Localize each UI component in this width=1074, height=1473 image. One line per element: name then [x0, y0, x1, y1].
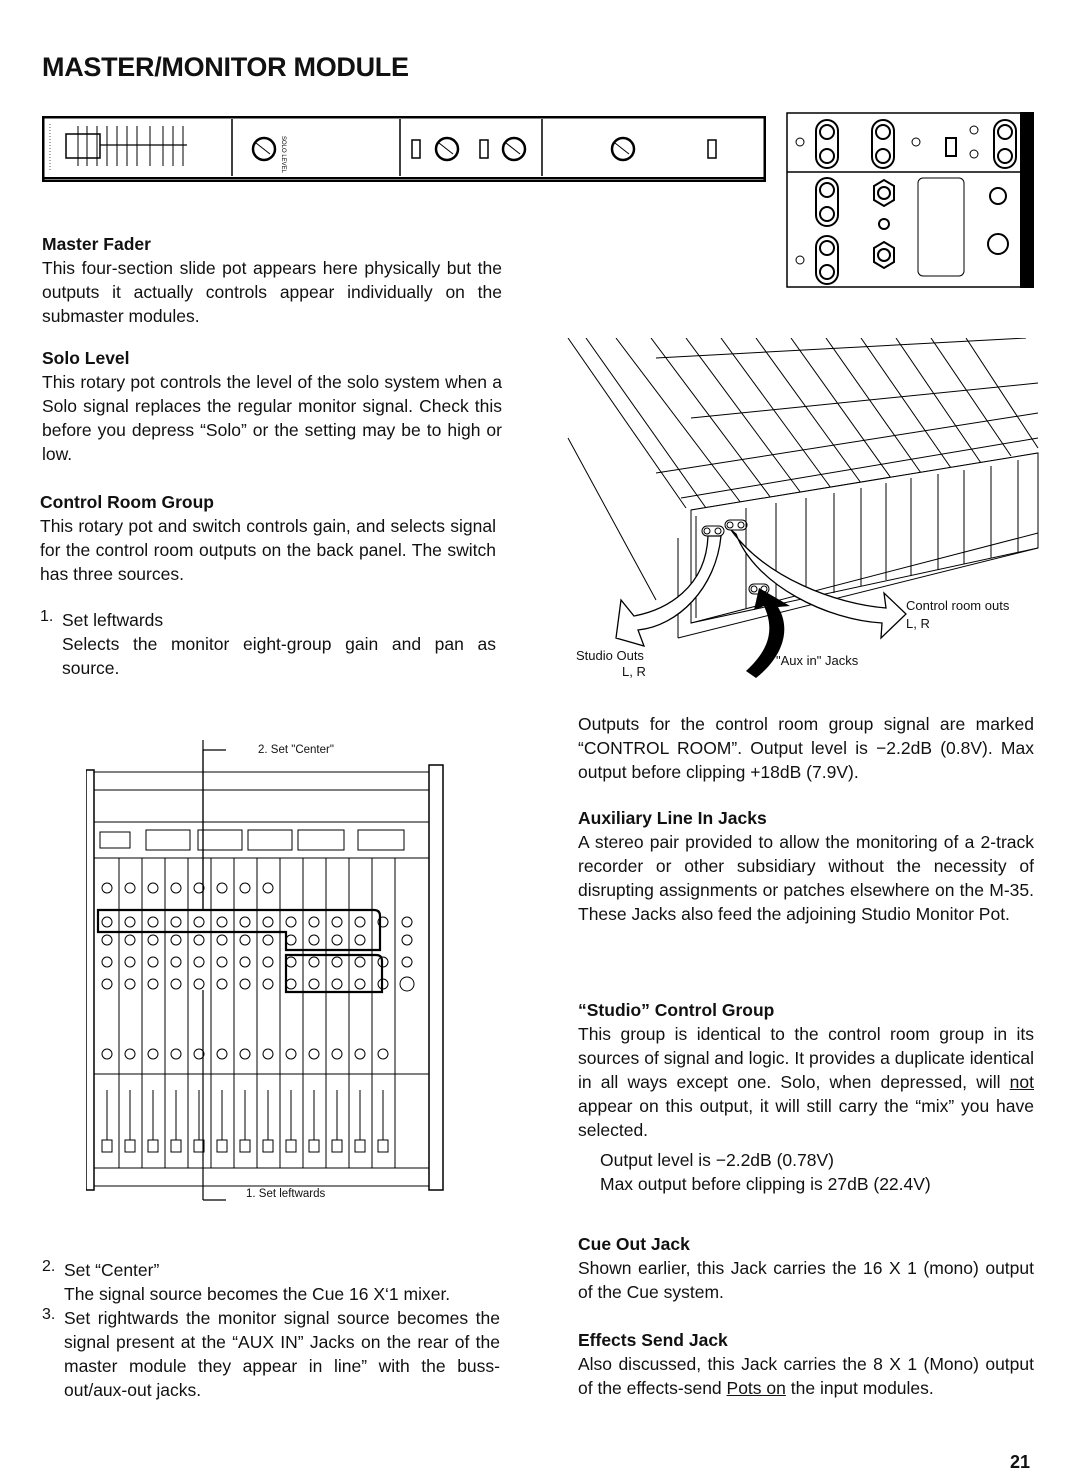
studio-control-group-heading: “Studio” Control Group — [578, 1000, 775, 1020]
control-room-outs-label: Control room outs — [906, 598, 1010, 613]
jacks-section — [578, 1232, 1034, 1400]
control-room-group-heading: Control Room Group — [40, 492, 215, 512]
effects-body-part-2: the input modules. — [785, 1378, 934, 1398]
studio-body-underlined: not — [1009, 1072, 1034, 1092]
page-number: 21 — [1010, 1452, 1031, 1472]
studio-spec-output-level: Output level is −2.2dB (0.78V) — [600, 1150, 834, 1170]
rear-jack-panel-drawing — [786, 112, 1036, 288]
effects-send-jack-heading: Effects Send Jack — [578, 1330, 728, 1350]
step-1-title: Set leftwards — [62, 610, 164, 630]
effects-body-underlined: Pots on — [726, 1378, 786, 1398]
console-rear-drawing — [566, 338, 1046, 684]
left-column — [42, 232, 502, 466]
effects-send-jack-body — [578, 1352, 1034, 1400]
aux-line-in-body: A stereo pair provided to allow the monitoring of a 2-track recorder or other subsidiary without the necessity of disrupting assignments or patches elsewhere on the M-35. These Jacks also feed the adjoining Studio Monitor Pot. — [578, 832, 1034, 924]
step-1-number: 1. — [40, 608, 54, 625]
studio-outs-label: Studio Outs — [576, 648, 644, 663]
steps-2-3-section — [42, 1258, 500, 1402]
mixer-front-diagram — [86, 740, 466, 1210]
studio-control-group-section — [578, 998, 1034, 1196]
front-panel-illustration — [42, 116, 766, 182]
solo-level-heading: Solo Level — [42, 348, 130, 368]
master-fader-heading: Master Fader — [42, 234, 151, 254]
front-panel-drawing — [42, 116, 766, 182]
step-2-number: 2. — [42, 1258, 56, 1275]
step-3 — [42, 1306, 500, 1402]
studio-spec-max-output: Max output before clipping is 27dB (22.4V) — [600, 1174, 931, 1194]
step-1 — [40, 608, 496, 680]
control-room-group-body: This rotary pot and switch controls gain, and selects signal for the control room outputs on the back panel. The switch has three sources. — [40, 516, 496, 584]
page-title: MASTER/MONITOR MODULE — [42, 52, 409, 82]
step-2-title: Set “Center” — [64, 1260, 160, 1280]
set-center-callout: 2. Set "Center" — [258, 744, 334, 756]
step-2-body: The signal source becomes the Cue 16 X‘1 mixer. — [64, 1284, 451, 1304]
step-3-number: 3. — [42, 1306, 56, 1323]
studio-body-part-2: appear on this output, it will still carry the “mix” you have selected. — [578, 1096, 1034, 1140]
solo-level-body: This rotary pot controls the level of the solo system when a Solo signal replaces the regular monitor signal. Check this before you depress “Solo” or the setting may be to high or low. — [42, 372, 502, 464]
control-room-outs-lr-label: L, R — [906, 616, 930, 631]
rear-view-diagram — [566, 338, 1046, 684]
studio-body-part-1: This group is identical to the control room group in its sources of signal and logic. It provides a duplicate identical in all ways except one. Solo, when depressed, will — [578, 1024, 1034, 1092]
right-column-upper — [578, 712, 1034, 926]
effects-body-part-1: Also discussed, this Jack carries the 8 X 1 (Mono) output of the effects-send — [578, 1354, 1034, 1398]
control-room-group-section — [40, 490, 496, 680]
control-room-outputs-paragraph: Outputs for the control room group signal are marked “CONTROL ROOM”. Output level is −2.2dB (0.8V). Max output before clipping +18dB (7.9V). — [578, 714, 1034, 782]
set-leftwards-callout: 1. Set leftwards — [246, 1188, 326, 1200]
cue-out-jack-heading: Cue Out Jack — [578, 1234, 690, 1254]
cue-out-jack-body: Shown earlier, this Jack carries the 16 X 1 (mono) output of the Cue system. — [578, 1258, 1034, 1302]
studio-outs-lr-label: L, R — [622, 664, 646, 679]
studio-control-group-body — [578, 1022, 1034, 1142]
step-3-text: Set rightwards the monitor signal source becomes the signal present at the “AUX IN” Jacks on the rear of the master module they appear in line” with the buss-out/aux-out jacks. — [64, 1308, 500, 1400]
aux-line-in-heading: Auxiliary Line In Jacks — [578, 808, 767, 828]
step-2 — [42, 1258, 500, 1306]
master-fader-body: This four-section slide pot appears here physically but the outputs it actually controls appear individually on the submaster modules. — [42, 258, 502, 326]
aux-in-jacks-label: "Aux in" Jacks — [776, 653, 859, 668]
mixer-front-drawing — [86, 740, 466, 1210]
svg-text:SOLO LEVEL: SOLO LEVEL — [280, 136, 286, 174]
rear-jack-panel-illustration — [786, 112, 1036, 288]
step-1-body: Selects the monitor eight-group gain and pan as source. — [62, 634, 496, 678]
